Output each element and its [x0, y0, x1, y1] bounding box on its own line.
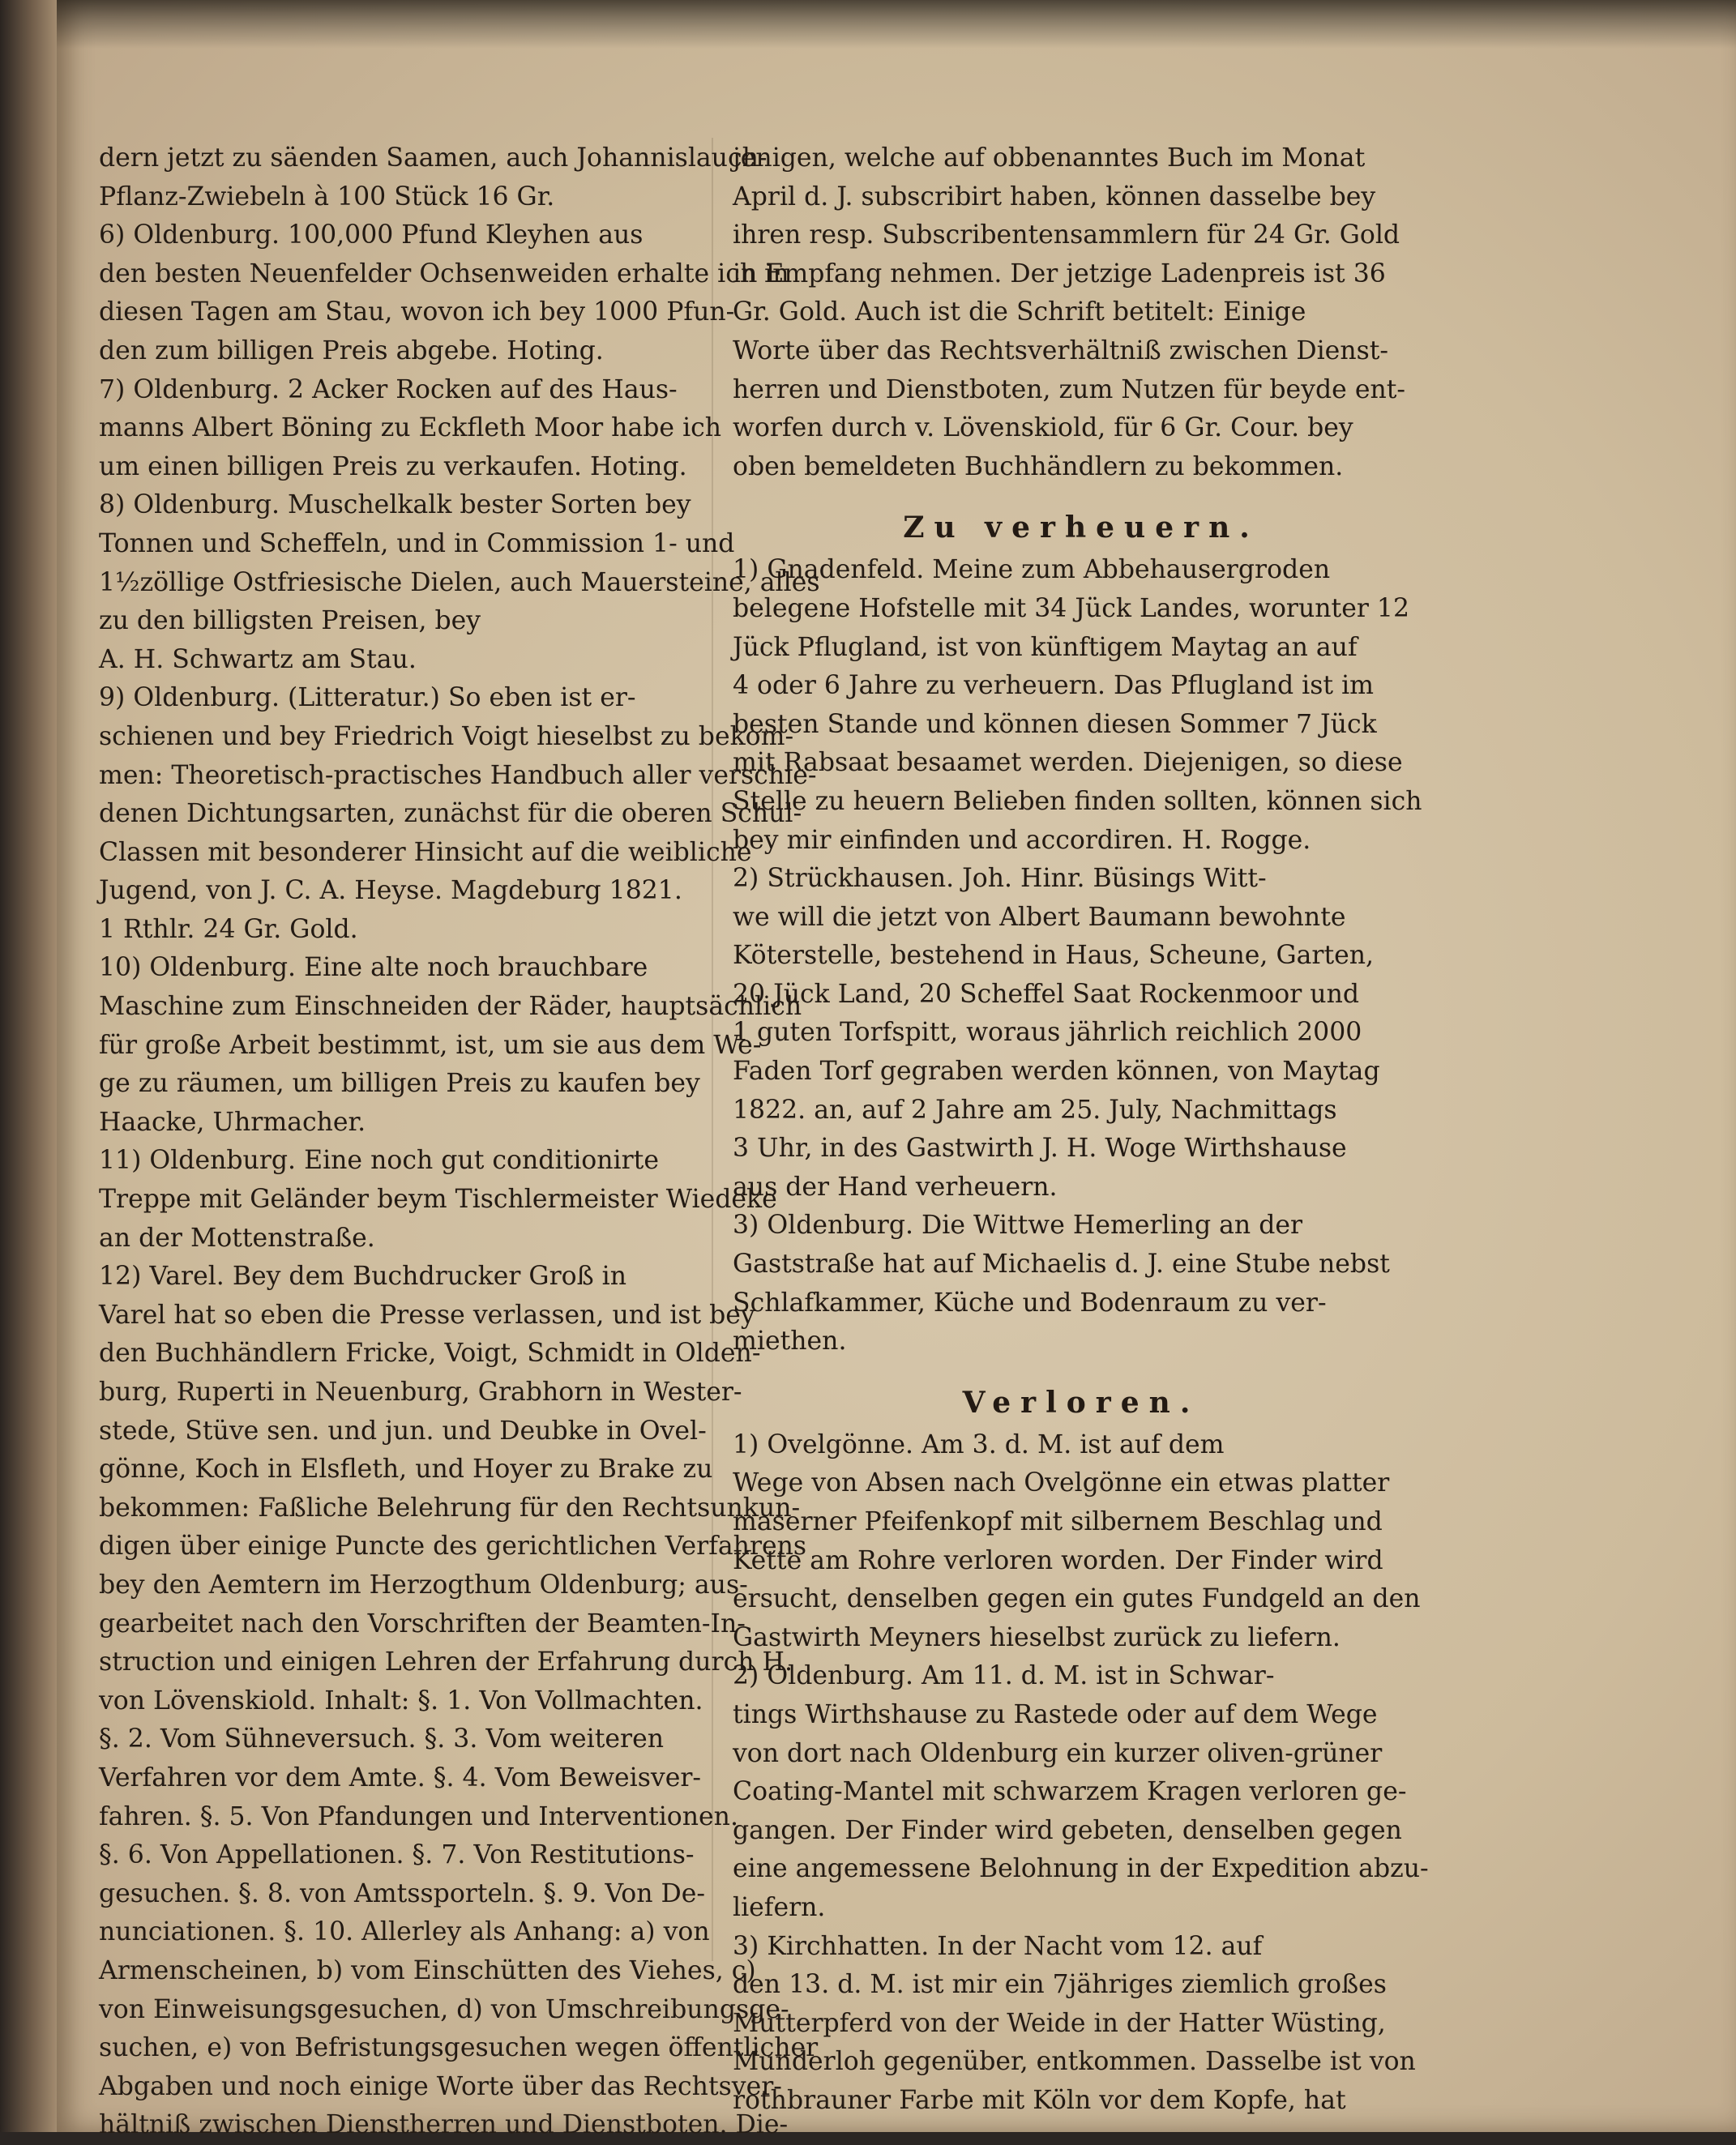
text-line: 8) Oldenburg. Muschelkalk bester Sorten bey — [99, 490, 691, 520]
text-line: Gr. Gold. Auch ist die Schrift betitelt: Einige — [733, 297, 1306, 327]
text-line: Stelle zu heuern Belieben finden sollten, können sich — [733, 786, 1422, 816]
text-line: §. 6. Von Appellationen. §. 7. Von Restitutions- — [99, 1840, 695, 1870]
text-line: digen über einige Puncte des gerichtlichen Verfahrens — [99, 1532, 807, 1562]
text-line: miethen. — [733, 1327, 847, 1357]
text-line: 9) Oldenburg. (Litteratur.) So eben ist er- — [99, 683, 636, 713]
text-line: ersucht, denselben gegen ein gutes Fundgeld an den — [733, 1584, 1421, 1614]
text-line: A. H. Schwartz am Stau. — [99, 644, 417, 674]
text-line: Classen mit besonderer Hinsicht auf die weibliche — [99, 837, 752, 867]
text-line: 1½zöllige Ostfriesische Dielen, auch Mauersteine, alles — [99, 567, 820, 597]
text-line: Maschine zum Einschneiden der Räder, hauptsächlich — [99, 992, 802, 1022]
text-line: den 13. d. M. ist mir ein 7jähriges ziemlich großes — [733, 1970, 1387, 2000]
text-line: in Empfang nehmen. Der jetzige Ladenpreis ist 36 — [733, 259, 1386, 288]
text-line: Schlafkammer, Küche und Bodenraum zu ver- — [733, 1288, 1327, 1318]
text-line: worfen durch v. Lövenskiold, für 6 Gr. Cour. bey — [733, 413, 1353, 443]
text-line: suchen, e) von Befristungsgesuchen wegen öffentlicher — [99, 2033, 819, 2063]
text-line: maserner Pfeifenkopf mit silbernem Beschlag und — [733, 1507, 1383, 1536]
text-line: 2) Oldenburg. Am 11. d. M. ist in Schwar- — [733, 1661, 1275, 1691]
text-line: Abgaben und noch einige Worte über das Rechtsver- — [99, 2071, 782, 2101]
text-line: den besten Neuenfelder Ochsenweiden erhalte ich in — [99, 259, 789, 288]
text-line: Haacke, Uhrmacher. — [99, 1107, 366, 1137]
text-line: oben bemeldeten Buchhändlern zu bekommen. — [733, 451, 1344, 481]
text-line: eine angemessene Belohnung in der Expedition abzu- — [733, 1854, 1429, 1884]
text-line: von Einweisungsgesuchen, d) von Umschreibungsge- — [99, 1994, 789, 2024]
text-line: an der Mottenstraße. — [99, 1223, 375, 1253]
page-top-shadow — [57, 0, 1736, 49]
text-line: 2) Strückhausen. Joh. Hinr. Büsings Witt- — [733, 864, 1267, 894]
text-line: Jugend, von J. C. A. Heyse. Magdeburg 1821. — [99, 876, 682, 906]
text-line: rothbrauner Farbe mit Köln vor dem Kopfe, hat — [733, 2085, 1346, 2115]
text-line: ihren resp. Subscribentensammlern für 24 Gr. Gold — [733, 220, 1400, 250]
text-line: 3) Kirchhatten. In der Nacht vom 12. auf — [733, 1931, 1263, 1961]
text-line: von Lövenskiold. Inhalt: §. 1. Von Vollmachten. — [99, 1686, 703, 1716]
text-line: Faden Torf gegraben werden können, von Maytag — [733, 1057, 1380, 1087]
text-line: herren und Dienstboten, zum Nutzen für beyde ent- — [733, 374, 1406, 404]
text-line: 12) Varel. Bey dem Buchdrucker Groß in — [99, 1262, 627, 1292]
text-line: men: Theoretisch-practisches Handbuch aller verschie- — [99, 760, 817, 790]
text-line: April d. J. subscribirt haben, können dasselbe bey — [733, 182, 1376, 212]
text-line: 3) Oldenburg. Die Wittwe Hemerling an der — [733, 1211, 1303, 1241]
text-line: 6) Oldenburg. 100,000 Pfund Kleyhen aus — [99, 220, 644, 250]
text-line: 7) Oldenburg. 2 Acker Rocken auf des Haus- — [99, 374, 678, 404]
text-line: belegene Hofstelle mit 34 Jück Landes, worunter 12 — [733, 593, 1409, 623]
text-line: 10) Oldenburg. Eine alte noch brauchbare — [99, 953, 648, 983]
text-line: gönne, Koch in Elsfleth, und Hoyer zu Brake zu — [99, 1455, 713, 1485]
text-line: gearbeitet nach den Vorschriften der Beamten-In- — [99, 1609, 746, 1639]
text-line: Kette am Rohre verloren worden. Der Finder wird — [733, 1545, 1383, 1575]
text-line: Mutterpferd von der Weide in der Hatter Wüsting, — [733, 2008, 1386, 2038]
text-line: struction und einigen Lehren der Erfahrung durch H. — [99, 1647, 793, 1677]
text-line: Munderloh gegenüber, entkommen. Dasselbe ist von — [733, 2047, 1416, 2077]
section-heading-zu-verheuern: Zu verheuern. — [903, 511, 1259, 545]
text-line: für große Arbeit bestimmt, ist, um sie aus dem We- — [99, 1030, 762, 1060]
text-line: bekommen: Faßliche Belehrung für den Rechtsunkun- — [99, 1493, 801, 1523]
text-line: 1) Ovelgönne. Am 3. d. M. ist auf dem — [733, 1429, 1225, 1459]
text-line: von dort nach Oldenburg ein kurzer oliven-grüner — [733, 1738, 1383, 1768]
text-line: 1 Rthlr. 24 Gr. Gold. — [99, 914, 358, 944]
section-spacer — [733, 1361, 1430, 1379]
text-line: Tonnen und Scheffeln, und in Commission 1- und — [99, 528, 735, 558]
text-line: we will die jetzt von Albert Baumann bewohnte — [733, 902, 1346, 932]
text-line: besten Stande und können diesen Sommer 7 Jück — [733, 709, 1377, 739]
text-line: 3 Uhr, in des Gastwirth J. H. Woge Wirthshause — [733, 1134, 1347, 1164]
text-line: burg, Ruperti in Neuenburg, Grabhorn in Wester- — [99, 1378, 742, 1407]
text-line: hältniß zwischen Dienstherren und Dienstboten. Die- — [99, 2110, 789, 2140]
text-line: Verfahren vor dem Amte. §. 4. Vom Beweisver- — [99, 1763, 702, 1792]
text-line: 1 guten Torfspitt, woraus jährlich reichlich 2000 — [733, 1018, 1362, 1048]
text-line: Varel hat so eben die Presse verlassen, und ist bey — [99, 1300, 755, 1330]
text-line: ge zu räumen, um billigen Preis zu kaufen bey — [99, 1069, 700, 1099]
text-line: Coating-Mantel mit schwarzem Kragen verloren ge- — [733, 1777, 1407, 1807]
text-line: jenigen, welche auf obbenanntes Buch im Monat — [733, 143, 1366, 173]
text-line: 1822. an, auf 2 Jahre am 25. July, Nachmittags — [733, 1095, 1337, 1125]
text-line: Gaststraße hat auf Michaelis d. J. eine Stube nebst — [733, 1250, 1390, 1280]
text-line: Gastwirth Meyners hieselbst zurück zu liefern. — [733, 1622, 1340, 1652]
text-line: bey mir einfinden und accordiren. H. Rogge. — [733, 825, 1311, 855]
section-heading-verloren: Verloren. — [962, 1385, 1200, 1420]
text-line: zu den billigsten Preisen, bey — [99, 606, 481, 636]
text-line: 1) Gnadenfeld. Meine zum Abbehausergroden — [733, 555, 1331, 585]
text-line: stede, Stüve sen. und jun. und Deubke in Ovel- — [99, 1416, 707, 1446]
text-line: 11) Oldenburg. Eine noch gut conditionirte — [99, 1146, 659, 1176]
text-line: §. 2. Vom Sühneversuch. §. 3. Vom weiteren — [99, 1724, 665, 1754]
text-line: Armenscheinen, b) vom Einschütten des Viehes, c) — [99, 1955, 756, 1985]
text-line: 4 oder 6 Jahre zu verheuern. Das Pflugland ist im — [733, 671, 1375, 701]
text-line: gesuchen. §. 8. von Amtssporteln. §. 9. Von De- — [99, 1878, 706, 1908]
section-spacer — [733, 486, 1430, 504]
text-line: schienen und bey Friedrich Voigt hieselbst zu bekom- — [99, 721, 794, 751]
text-line: Wege von Absen nach Ovelgönne ein etwas platter — [733, 1468, 1390, 1498]
text-line: tings Wirthshause zu Rastede oder auf dem Wege — [733, 1699, 1378, 1729]
text-line: aus der Hand verheuern. — [733, 1172, 1058, 1202]
text-line: denen Dichtungsarten, zunächst für die oberen Schul- — [99, 799, 802, 829]
text-line: Worte über das Rechtsverhältniß zwischen Dienst- — [733, 335, 1389, 365]
adjacent-page-edge — [0, 0, 57, 2132]
text-line: mit Rabsaat besaamet werden. Diejenigen, so diese — [733, 748, 1403, 778]
text-line: Treppe mit Geländer beym Tischlermeister Wiedeke — [99, 1185, 777, 1215]
text-line: dern jetzt zu säenden Saamen, auch Johannislauch- — [99, 143, 768, 173]
text-line: um einen billigen Preis zu verkaufen. Hoting. — [99, 451, 687, 481]
text-line: nunciationen. §. 10. Allerley als Anhang: a) von — [99, 1917, 710, 1947]
text-line: fahren. §. 5. Von Pfandungen und Interventionen. — [99, 1801, 738, 1831]
text-line: bey den Aemtern im Herzogthum Oldenburg; aus- — [99, 1570, 748, 1600]
text-line: Köterstelle, bestehend in Haus, Scheune, Garten, — [733, 941, 1375, 971]
text-line: Jück Pflugland, ist von künftigem Maytag an auf — [733, 632, 1358, 662]
right-column — [733, 139, 1430, 2121]
text-line: den zum billigen Preis abgebe. Hoting. — [99, 335, 604, 365]
text-line: manns Albert Böning zu Eckfleth Moor habe ich — [99, 413, 722, 443]
text-line: Pflanz-Zwiebeln à 100 Stück 16 Gr. — [99, 182, 555, 212]
text-line: diesen Tagen am Stau, wovon ich bey 1000 Pfun- — [99, 297, 735, 327]
text-line: liefern. — [733, 1892, 826, 1922]
text-line: 20 Jück Land, 20 Scheffel Saat Rockenmoor und — [733, 979, 1360, 1009]
text-line: den Buchhändlern Fricke, Voigt, Schmidt in Olden- — [99, 1339, 761, 1369]
text-line: gangen. Der Finder wird gebeten, denselben gegen — [733, 1815, 1402, 1845]
